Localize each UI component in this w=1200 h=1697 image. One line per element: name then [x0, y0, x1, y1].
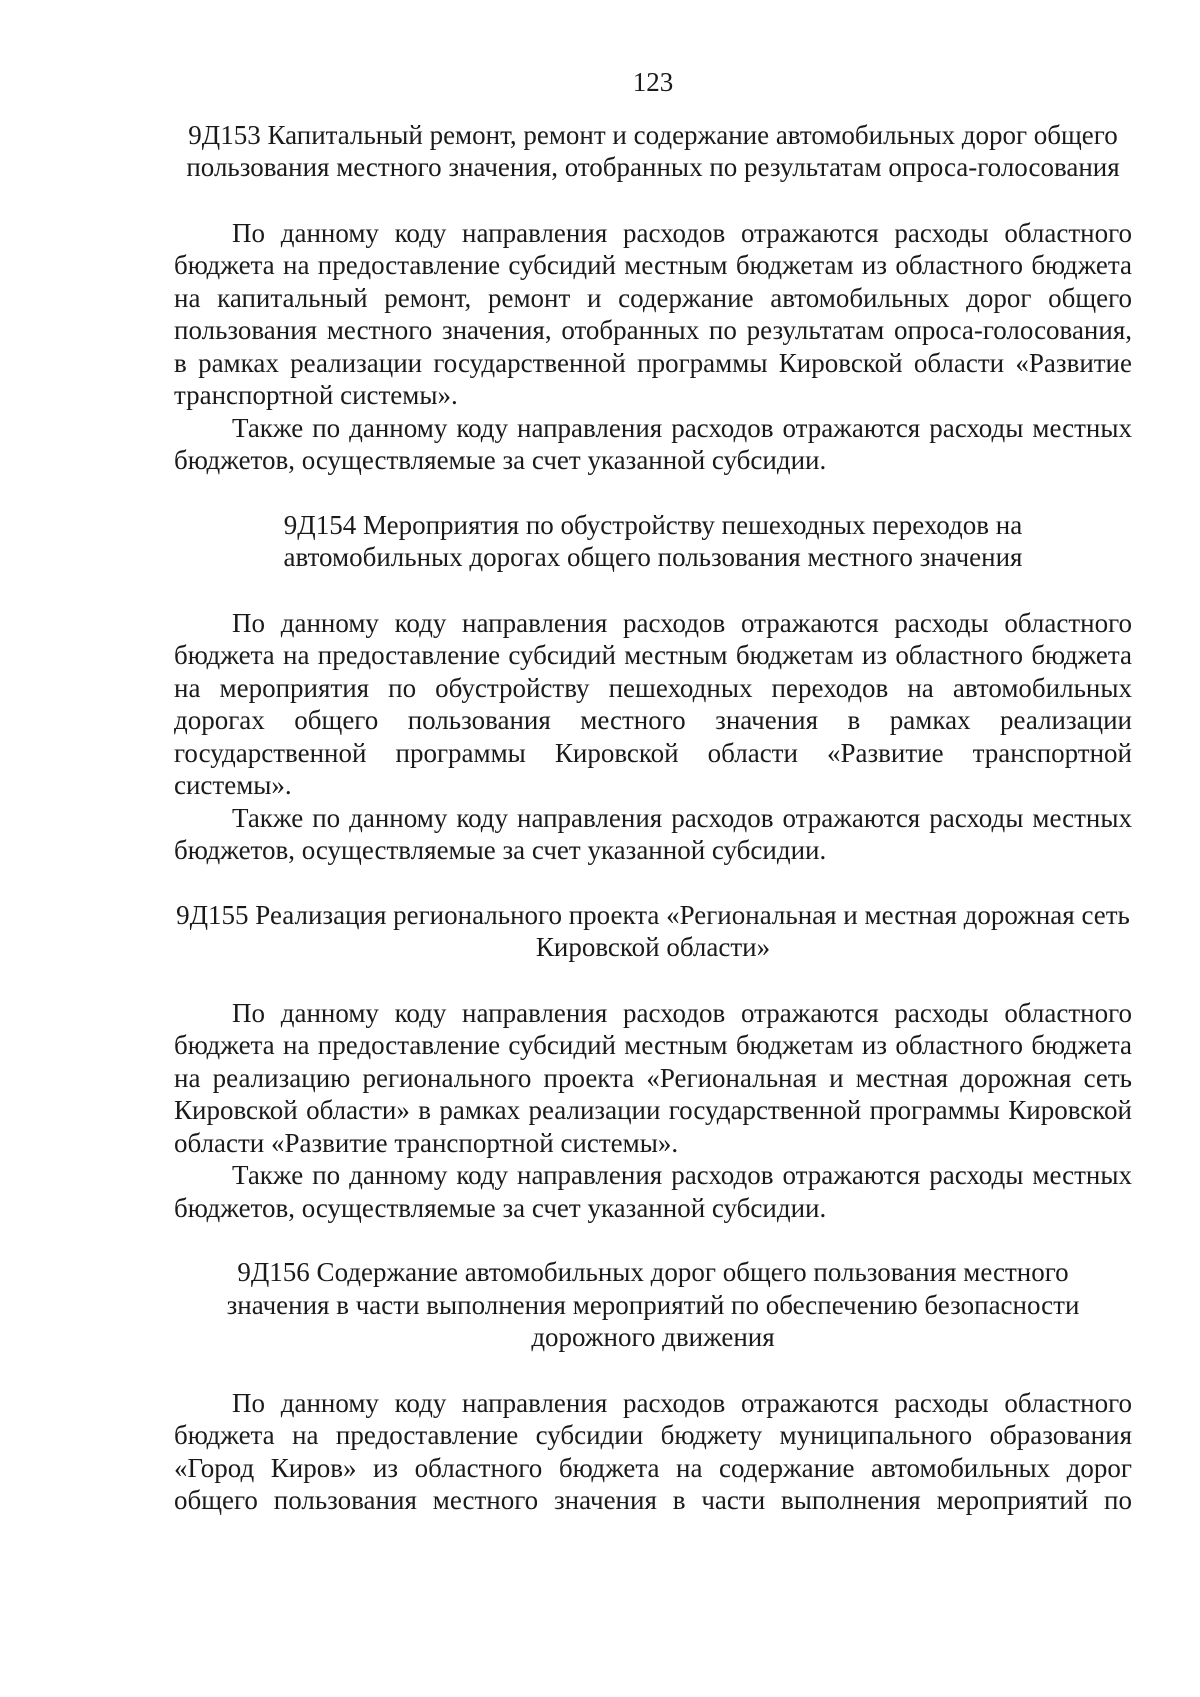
document-page: [174, 66, 1132, 1517]
section-9d156: [174, 1256, 1132, 1517]
section-9d153: [174, 119, 1132, 477]
section-paragraph: По данному коду направления расходов отражаются расходы областного бюджета на предоставление субсидии бюджету муниципального образования «Город Киров» из областного бюджета на содержание автомобильных дорог общего пользования местного значения в части выполнения мероприятий по: [174, 1387, 1132, 1515]
section-heading: 9Д153 Капитальный ремонт, ремонт и содержание автомобильных дорог общего пользования местного значения, отобранных по результатам опроса-голосования: [186, 119, 1120, 182]
section-heading: 9Д155 Реализация регионального проекта «Региональная и местная дорожная сеть Кировской области»: [176, 899, 1130, 962]
section-9d155: [174, 899, 1132, 1225]
section-9d154: [174, 509, 1132, 867]
section-paragraph: Также по данному коду направления расходов отражаются расходы местных бюджетов, осуществляемые за счет указанной субсидии.: [174, 1160, 1132, 1223]
section-paragraph: По данному коду направления расходов отражаются расходы областного бюджета на предоставление субсидий местным бюджетам из областного бюджета на капитальный ремонт, ремонт и содержание автомобильных дорог общего пользования местного значения, отобранных по результатам опроса-голосования, в рамках реализации государственной программы Кировской области «Развитие транспортной системы».: [174, 217, 1132, 410]
section-paragraph: Также по данному коду направления расходов отражаются расходы местных бюджетов, осуществляемые за счет указанной субсидии.: [174, 802, 1132, 865]
section-paragraph: По данному коду направления расходов отражаются расходы областного бюджета на предоставление субсидий местным бюджетам из областного бюджета на реализацию регионального проекта «Региональная и местная дорожная сеть Кировской области» в рамках реализации государственной программы Кировской области «Развитие транспортной системы».: [174, 997, 1132, 1158]
page-number: 123: [632, 67, 674, 97]
section-paragraph: Также по данному коду направления расходов отражаются расходы местных бюджетов, осуществляемые за счет указанной субсидии.: [174, 412, 1132, 475]
section-heading: 9Д156 Содержание автомобильных дорог общего пользования местного значения в части выполнения мероприятий по обеспечению безопасности дорожного движения: [226, 1257, 1080, 1352]
section-paragraph: По данному коду направления расходов отражаются расходы областного бюджета на предоставление субсидий местным бюджетам из областного бюджета на мероприятия по обустройству пешеходных переходов на автомобильных дорогах общего пользования местного значения в рамках реализации государственной программы Кировской области «Развитие транспортной системы».: [174, 607, 1132, 800]
section-heading: 9Д154 Мероприятия по обустройству пешеходных переходов на автомобильных дорогах общего пользования местного значения: [283, 509, 1023, 572]
